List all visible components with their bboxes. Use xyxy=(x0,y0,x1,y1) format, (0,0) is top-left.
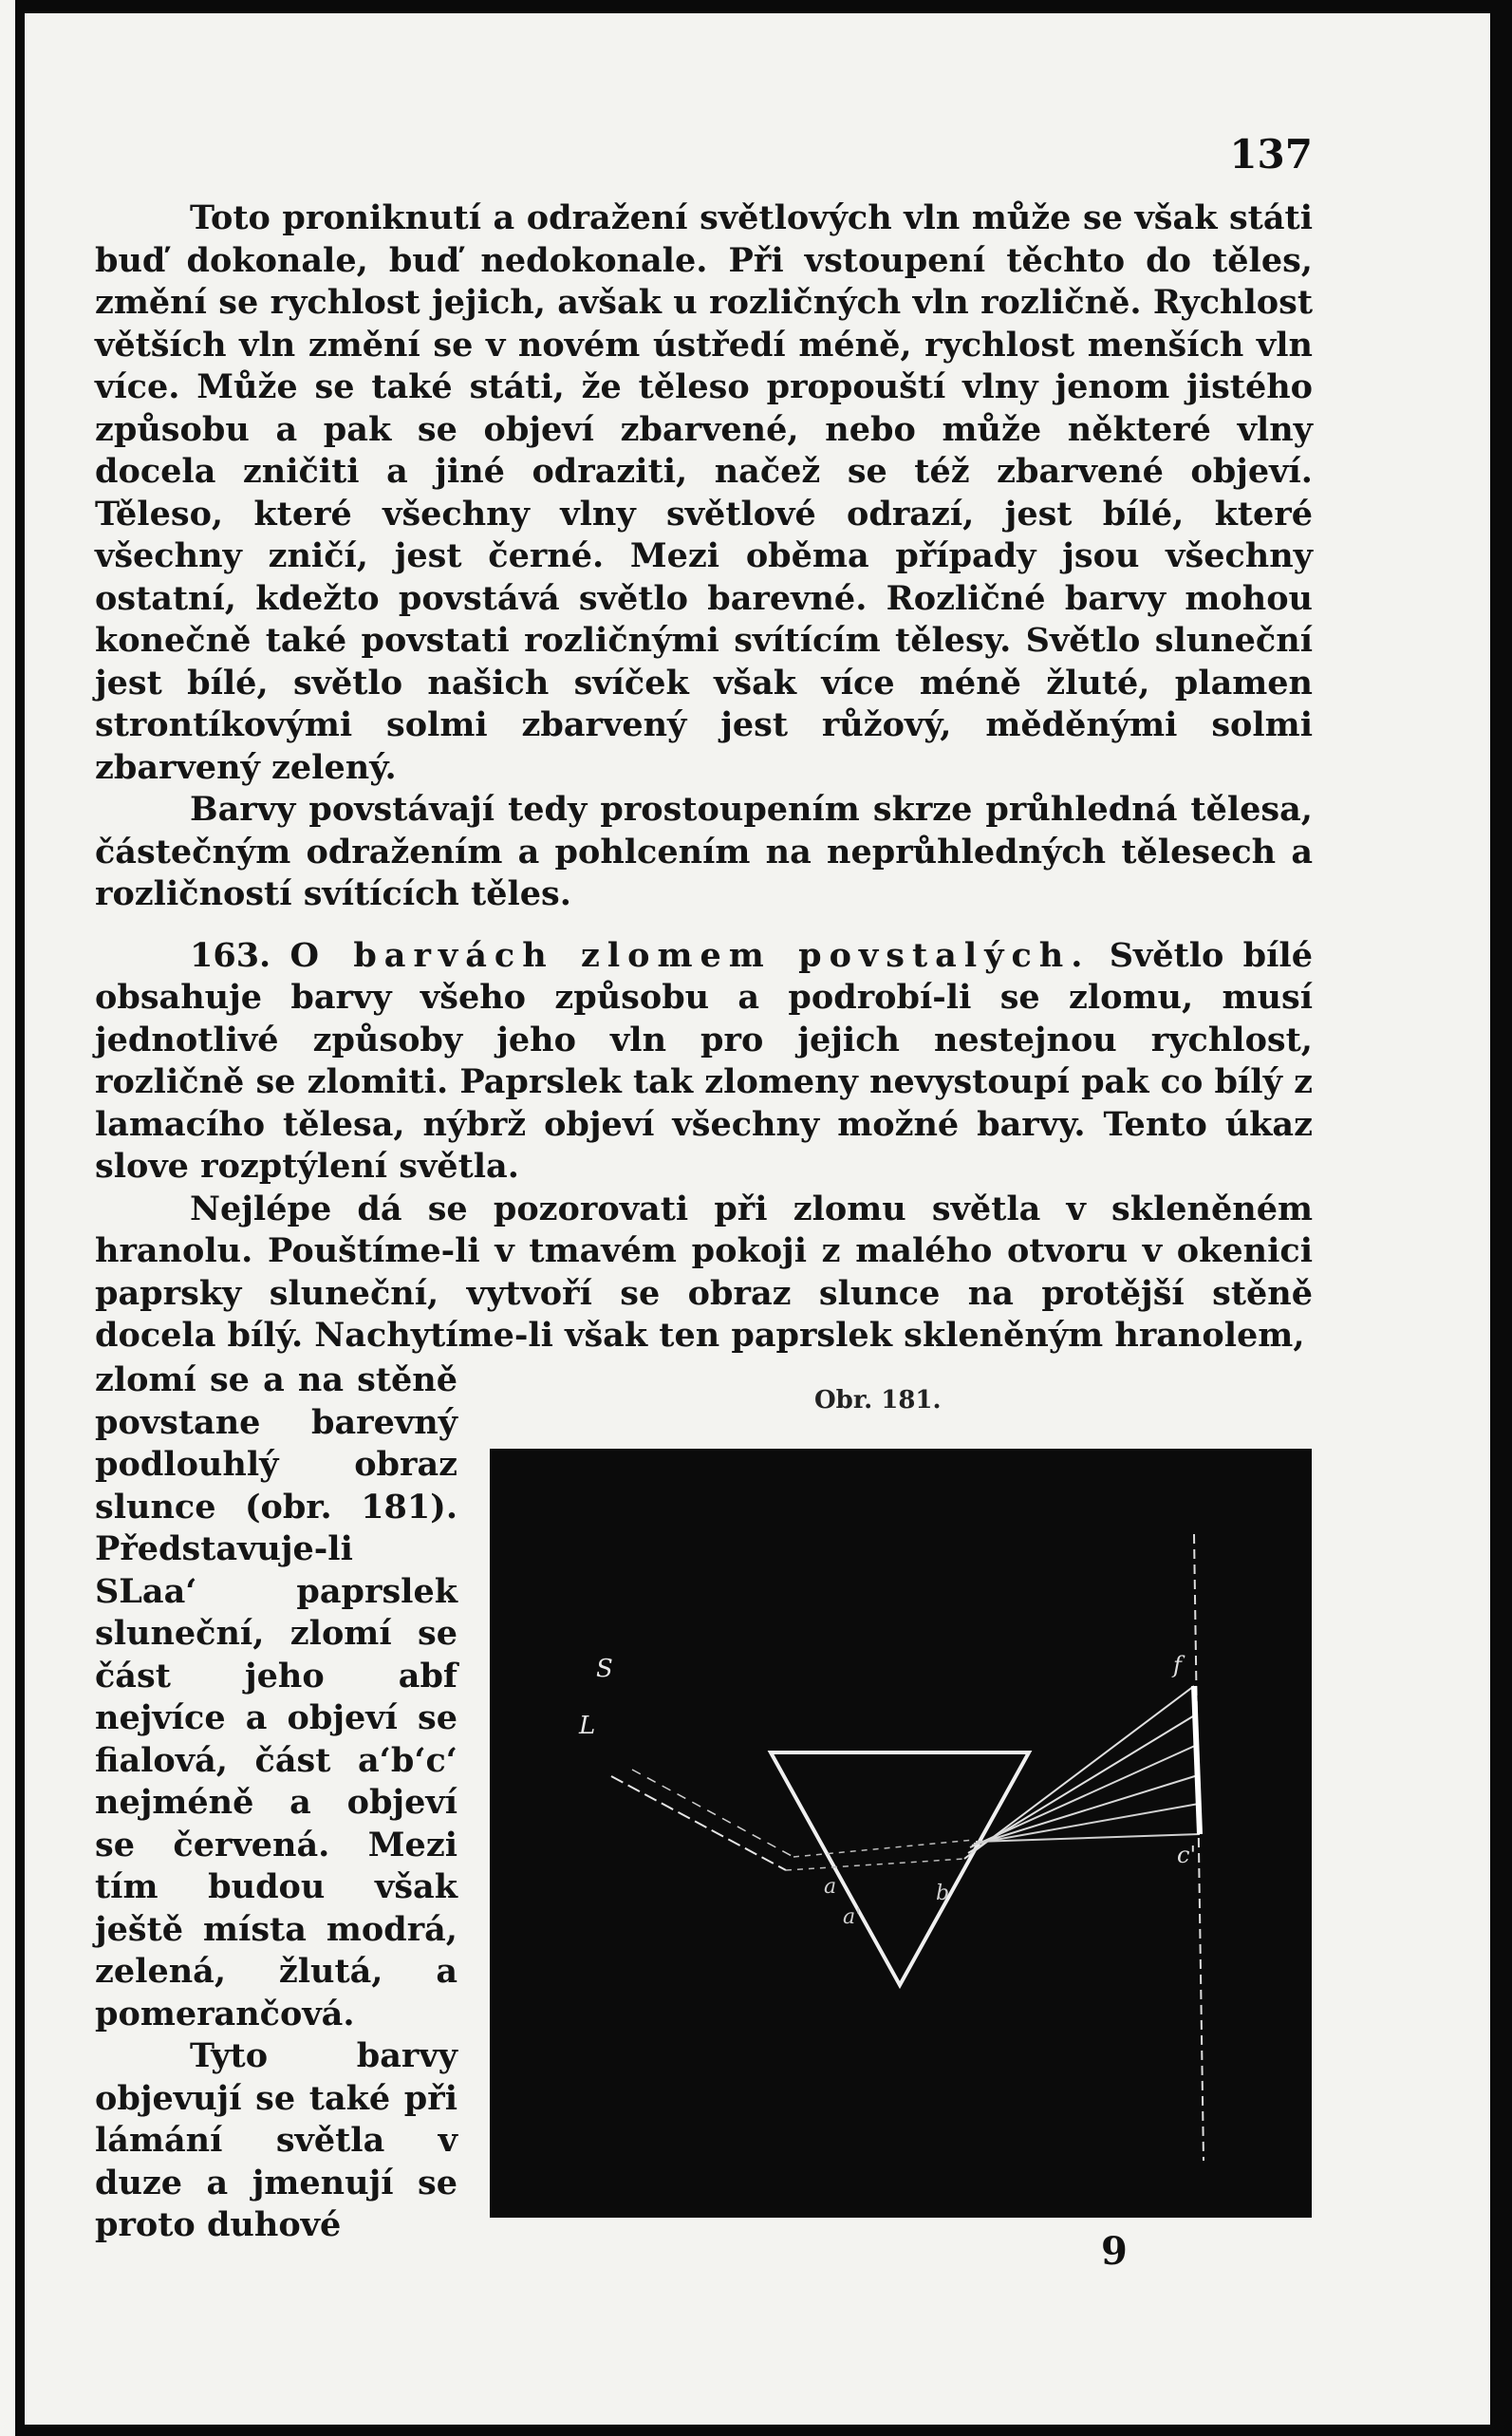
incoming-ray-2 xyxy=(632,1770,793,1857)
label-a-prime: a' xyxy=(843,1905,862,1929)
label-b: b xyxy=(936,1882,950,1905)
spectrum-ray-violet xyxy=(964,1686,1194,1859)
paragraph-colors-origin: Barvy povstávají tedy prostoupením skrze průhledná tělesa, částečným odražením a pohlcením na neprůhledných tělesech a rozličností svítících těles. xyxy=(95,790,1313,913)
label-S: S xyxy=(596,1655,613,1683)
adjacent-page-edge xyxy=(0,0,15,2436)
label-f: f xyxy=(1173,1652,1182,1678)
inner-ray-1 xyxy=(786,1859,964,1870)
paragraph-prism: Nejlépe dá se pozorovati při zlomu světla v skleněném hranolu. Pouštíme-li v tmavém pokoji z malého otvoru v okenici paprsky sluneční, vytvoří se obraz slunce na protější stěně docela bílý. Nachytíme-li však ten paprslek skleněným hranolem, xyxy=(95,1189,1313,1355)
signature-mark: 9 xyxy=(1101,2229,1128,2274)
incoming-ray xyxy=(611,1776,786,1870)
section-163 xyxy=(95,935,1313,1189)
section-heading: O barvách zlomem povstalých. xyxy=(289,935,1091,975)
label-c-prime: c' xyxy=(1177,1842,1197,1868)
label-L: L xyxy=(579,1712,596,1740)
paragraph-spectrum: zlomí se a na stěně povstane barevný podlouhlý obraz slunce (obr. 181). Představuje-li SLaa‘ paprslek sluneční, zlomí se část jeho abf nejvíce a objeví se fialová, část a‘b‘c‘ nejméně a objeví se červená. Mezi tím budou však ještě místa modrá, zelená, žlutá, a pomerančová. xyxy=(95,1360,457,2033)
spectrum-image xyxy=(1194,1686,1200,1834)
side-column-text xyxy=(95,1359,457,2247)
paragraph-light-waves: Toto proniknutí a odražení světlových vln může se však státi buď dokonale, buď nedokonale. Při vstoupení těchto do těles, změní se rychlost jejich, avšak u rozličných vln rozličně. Rychlost větších vln změní se v novém ústředí méně, rychlost menších vln více. Může se také státi, že těleso propouští vlny jenom jistého způsobu a pak se objeví zbarvené, nebo může některé vlny docela zničiti a jiné odraziti, načež se též zbarvené objeví. Těleso, které všechny vlny světlové odrazí, jest bílé, které všechny zničí, jest černé. Mezi oběma případy jsou všechny ostatní, kdežto povstává světlo barevné. Rozličné barvy mohou konečně také povstati rozličnými svítícím tělesy. Světlo sluneční jest bílé, světlo našich svíček však více méně žluté, plamen strontíkovými solmi zbarvený jest růžový, měděnými solmi zbarvený zelený. xyxy=(95,198,1313,787)
figure-caption: Obr. 181. xyxy=(814,1386,942,1415)
figure-181-prism xyxy=(490,1449,1312,2218)
main-text-top xyxy=(95,197,1313,1358)
page-number: 137 xyxy=(1229,131,1313,178)
label-a: a xyxy=(824,1875,837,1899)
paragraph-rainbow: Tyto barvy objevují se také při lámání světla v duze a jmenují se proto duhové xyxy=(95,2036,457,2244)
section-text: Světlo bílé obsahuje barvy všeho způsobu a podrobí-li se zlomu, musí jednotlivé způsoby jeho vln pro jejich nestejnou rychlost, rozličně se zlomiti. Paprslek tak zlomeny nevystoupí pak co bílý z lamacího tělesa, nýbrž objeví všechny možné barvy. Tento úkaz slove rozptýlení světla. xyxy=(95,935,1313,1186)
prism-diagram xyxy=(490,1449,1312,2218)
section-number: 163. xyxy=(190,935,271,975)
